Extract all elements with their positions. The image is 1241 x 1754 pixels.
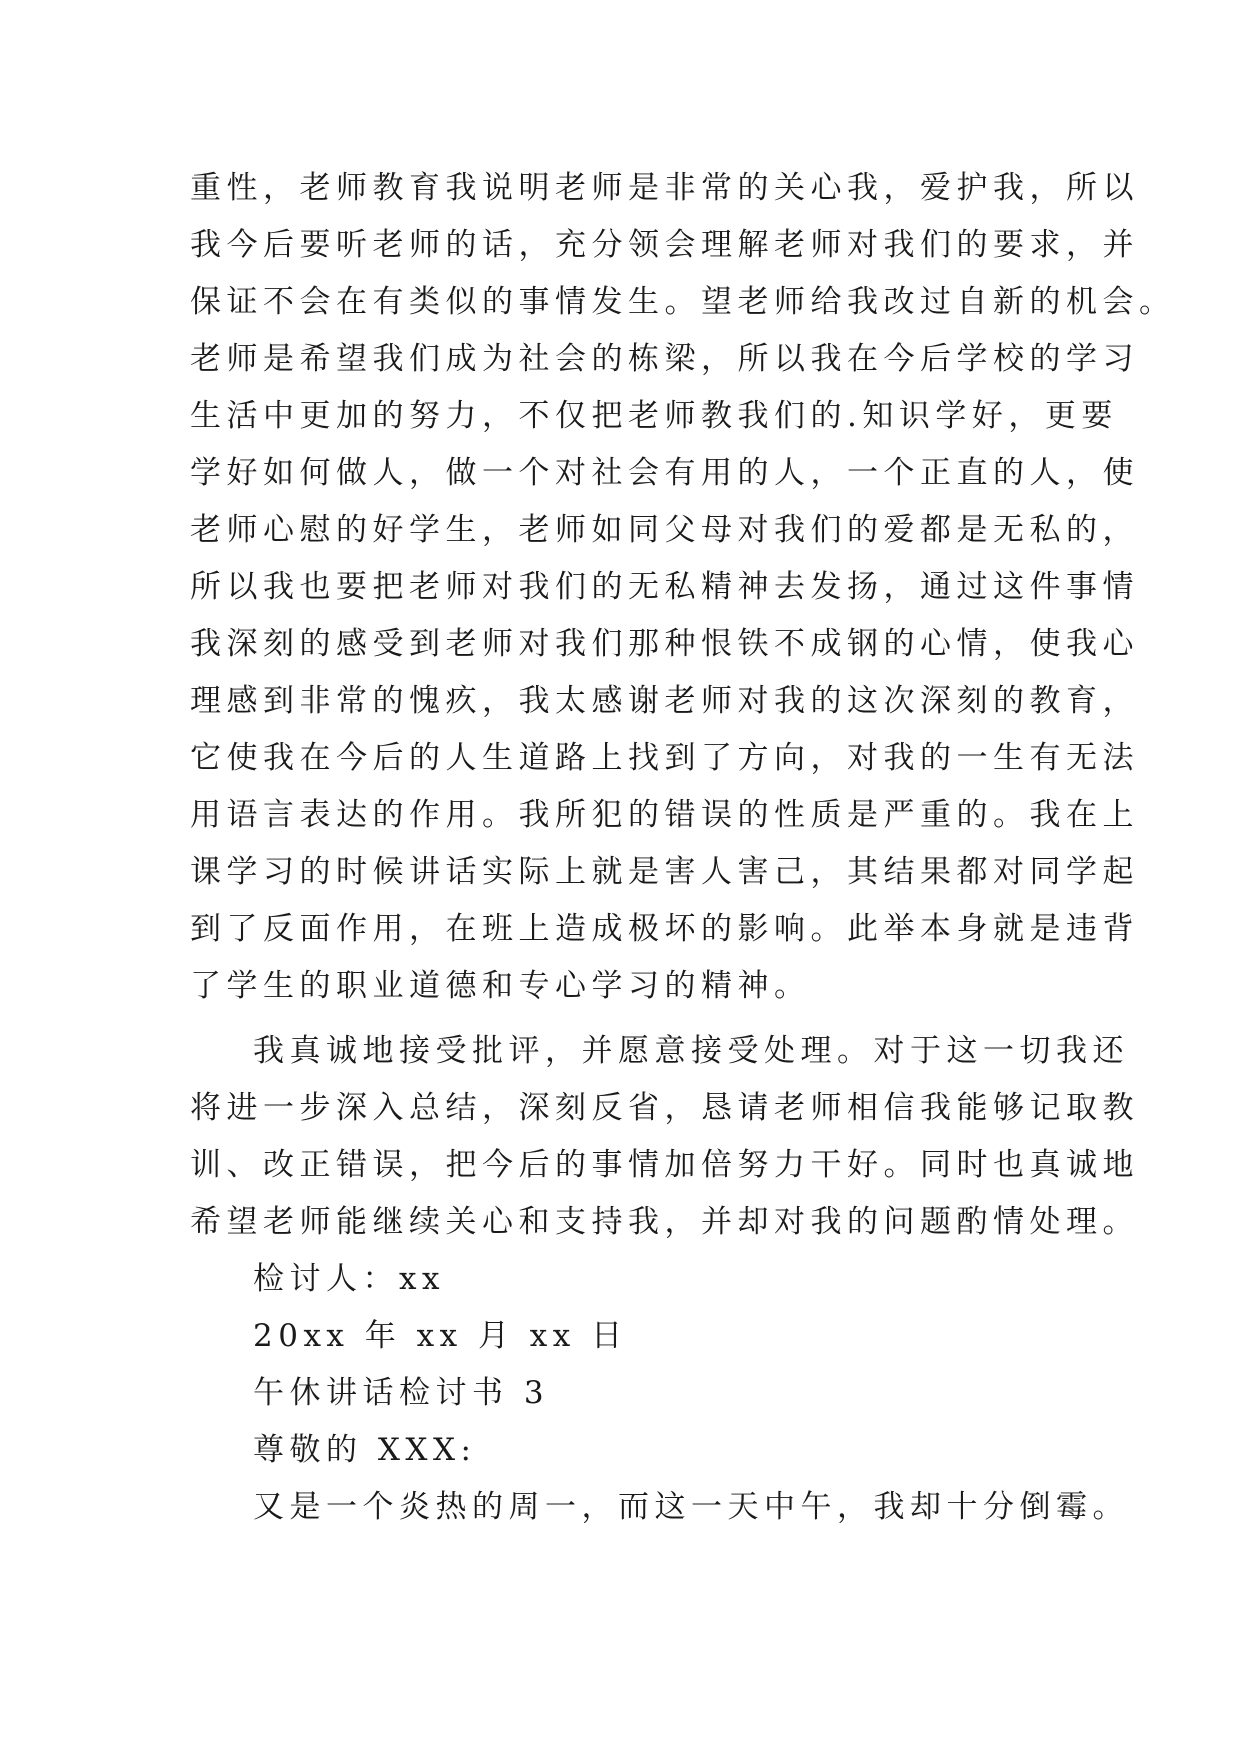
- paragraph-line: 学好如何做人，做一个对社会有用的人，一个正直的人，使: [190, 455, 1139, 491]
- paragraph-line: 又是一个炎热的周一，而这一天中午，我却十分倒霉。: [253, 1489, 1129, 1525]
- paragraph-line: 了学生的职业道德和专心学习的精神。: [190, 968, 811, 1004]
- paragraph-line: 生活中更加的努力，不仅把老师教我们的.知识学好，更要: [190, 398, 1118, 434]
- signature-line: 检讨人：xx: [253, 1261, 445, 1297]
- paragraph-line: 到了反面作用，在班上造成极坏的影响。此举本身就是违背: [190, 911, 1139, 947]
- paragraph-line: 用语言表达的作用。我所犯的错误的性质是严重的。我在上: [190, 797, 1139, 833]
- paragraph-line: 我真诚地接受批评，并愿意接受处理。对于这一切我还: [253, 1033, 1129, 1069]
- date-line: 20xx 年 xx 月 xx 日: [253, 1318, 628, 1354]
- paragraph-line: 我今后要听老师的话，充分领会理解老师对我们的要求，并: [190, 227, 1139, 263]
- paragraph-line: 重性，老师教育我说明老师是非常的关心我，爱护我，所以: [190, 170, 1139, 206]
- paragraph-line: 希望老师能继续关心和支持我，并却对我的问题酌情处理。: [190, 1204, 1139, 1240]
- salutation-line: 尊敬的 XXX:: [253, 1432, 477, 1468]
- section-heading: 午休讲话检讨书 3: [253, 1375, 550, 1411]
- paragraph-line: 我深刻的感受到老师对我们那种恨铁不成钢的心情，使我心: [190, 626, 1139, 662]
- paragraph-line: 老师心慰的好学生，老师如同父母对我们的爱都是无私的，: [190, 512, 1139, 548]
- paragraph-line: 老师是希望我们成为社会的栋梁，所以我在今后学校的学习: [190, 341, 1139, 377]
- paragraph-line: 课学习的时候讲话实际上就是害人害己，其结果都对同学起: [190, 854, 1139, 890]
- paragraph-line: 理感到非常的愧疚，我太感谢老师对我的这次深刻的教育，: [190, 683, 1139, 719]
- paragraph-line: 将进一步深入总结，深刻反省，恳请老师相信我能够记取教: [190, 1090, 1139, 1126]
- paragraph-line: 保证不会在有类似的事情发生。望老师给我改过自新的机会。: [190, 284, 1176, 320]
- paragraph-line: 训、改正错误，把今后的事情加倍努力干好。同时也真诚地: [190, 1147, 1139, 1183]
- paragraph-line: 所以我也要把老师对我们的无私精神去发扬，通过这件事情: [190, 569, 1139, 605]
- paragraph-line: 它使我在今后的人生道路上找到了方向，对我的一生有无法: [190, 740, 1139, 776]
